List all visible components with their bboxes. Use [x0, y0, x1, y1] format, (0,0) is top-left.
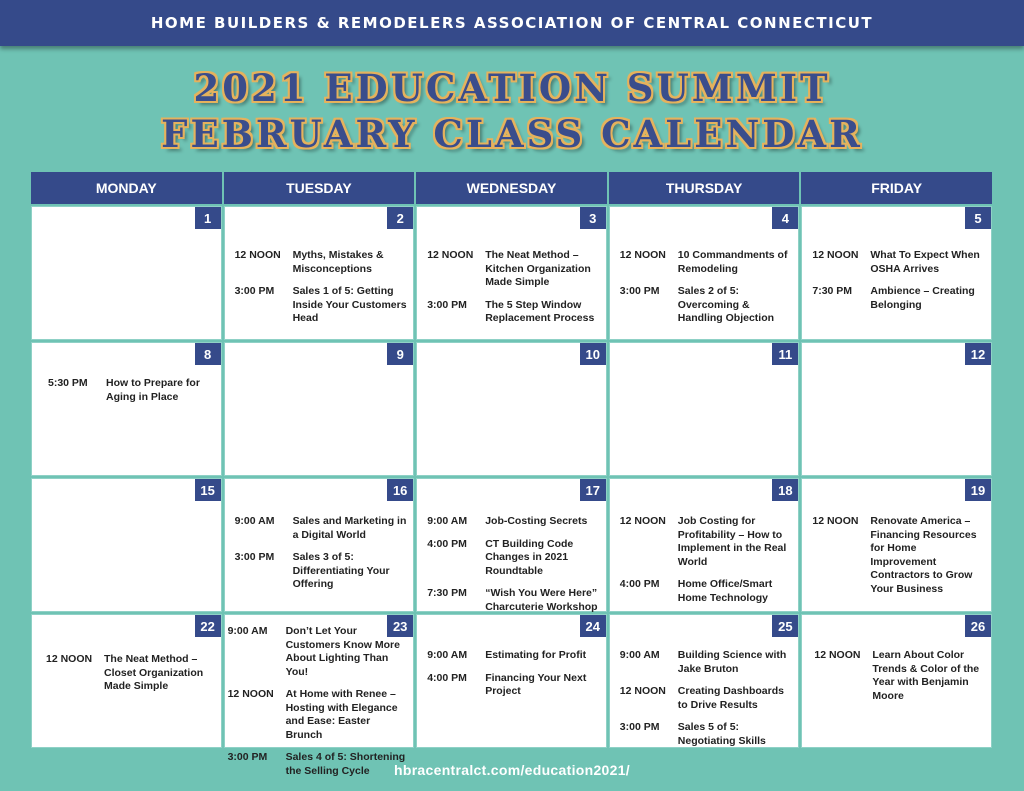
event-title: Sales 2 of 5: Overcoming & Handling Objection — [677, 285, 775, 324]
event-time: 12 NOON — [427, 249, 474, 261]
event-time: 3:00 PM — [227, 751, 268, 763]
event-title: The Neat Method – Closet Organization Made Simple — [104, 653, 204, 692]
event-title: Myths, Mistakes & Misconceptions — [292, 249, 384, 275]
event-title: Renovate America – Financing Resources for Home Improvement Contractors to Grow Your Business — [870, 515, 977, 595]
class-event — [48, 377, 215, 404]
event-time: 9:00 AM — [427, 649, 468, 661]
website-url[interactable]: hbracentralct.com/education2021/ — [393, 762, 630, 778]
day-cell — [31, 206, 222, 340]
class-event — [812, 515, 985, 596]
event-time: 7:30 PM — [427, 587, 467, 599]
class-event — [812, 249, 985, 276]
day-number: 17 — [580, 479, 606, 501]
class-event — [427, 299, 600, 326]
header-friday: FRIDAY — [801, 172, 992, 204]
day-number: 16 — [387, 479, 413, 501]
event-title: At Home with Renee – Hosting with Elegance and Ease: Easter Brunch — [285, 688, 398, 741]
class-event — [620, 249, 793, 276]
header-thursday: THURSDAY — [609, 172, 800, 204]
day-cell — [609, 478, 800, 612]
day-cell — [224, 342, 415, 476]
event-time: 12 NOON — [619, 515, 666, 527]
title-line-1: 2021 EDUCATION SUMMIT — [193, 66, 831, 110]
event-title: The Neat Method – Kitchen Organization Made Simple — [485, 249, 591, 288]
class-event — [427, 515, 600, 529]
class-event — [620, 685, 793, 712]
event-title: Don’t Let Your Customers Know More About Lighting Than You! — [285, 625, 400, 678]
event-title: CT Building Code Changes in 2021 Roundtable — [485, 537, 574, 577]
day-cell — [801, 206, 992, 340]
event-time: 4:00 PM — [619, 578, 660, 590]
event-title: What To Expect When OSHA Arrives — [870, 249, 980, 275]
class-event — [620, 285, 793, 326]
day-number: 2 — [387, 207, 413, 229]
class-event — [814, 649, 985, 703]
day-events — [814, 649, 985, 712]
event-time: 3:00 PM — [619, 285, 660, 297]
class-event — [620, 649, 793, 676]
event-time: 4:00 PM — [427, 671, 467, 684]
event-time: 9:00 AM — [234, 515, 275, 527]
event-time: 12 NOON — [227, 688, 274, 700]
day-cell — [801, 342, 992, 476]
class-event — [235, 249, 408, 276]
day-cell — [609, 614, 800, 748]
event-title: Sales and Marketing in a Digital World — [292, 515, 407, 541]
event-title: Building Science with Jake Bruton — [677, 649, 787, 675]
day-number: 23 — [387, 615, 413, 637]
event-time: 4:00 PM — [427, 537, 467, 550]
day-number: 3 — [580, 207, 606, 229]
event-title: How to Prepare for Aging in Place — [106, 377, 200, 403]
title-line-2: FEBRUARY CLASS CALENDAR — [161, 112, 863, 156]
day-number: 19 — [965, 479, 991, 501]
class-event — [427, 649, 600, 663]
event-title: “Wish You Were Here” Charcuterie Workshop — [485, 587, 598, 613]
header-wednesday: WEDNESDAY — [416, 172, 607, 204]
day-number: 11 — [772, 343, 798, 365]
event-time: 12 NOON — [619, 685, 666, 697]
event-time: 9:00 AM — [619, 649, 660, 661]
day-number: 24 — [580, 615, 606, 637]
event-title: Job Costing for Profitability – How to Implement in the Real World — [677, 515, 787, 568]
event-title: Home Office/Smart Home Technology — [677, 578, 773, 604]
day-cell — [416, 478, 607, 612]
event-time: 3:00 PM — [234, 551, 275, 563]
class-event — [427, 538, 600, 579]
day-events — [46, 653, 215, 703]
day-events — [427, 649, 600, 708]
event-time: 5:30 PM — [48, 377, 88, 389]
class-event — [427, 672, 600, 699]
calendar-week — [31, 478, 992, 612]
day-cell — [224, 614, 415, 777]
event-time: 3:00 PM — [234, 285, 275, 297]
day-cell — [609, 206, 800, 340]
event-time: 9:00 AM — [427, 515, 468, 527]
day-cell — [31, 614, 222, 748]
class-event — [235, 285, 408, 326]
day-cell — [609, 342, 800, 476]
calendar-week — [31, 206, 992, 340]
day-number: 12 — [965, 343, 991, 365]
event-time: 12 NOON — [619, 249, 666, 261]
class-event — [228, 625, 408, 679]
event-title: Sales 5 of 5: Negotiating Skills — [677, 721, 766, 747]
association-banner: HOME BUILDERS & REMODELERS ASSOCIATION OF CENTRAL CONNECTICUT — [0, 0, 1024, 46]
day-cell — [801, 478, 992, 612]
class-event — [46, 653, 215, 694]
calendar-week — [31, 342, 992, 476]
day-number: 4 — [772, 207, 798, 229]
event-time: 7:30 PM — [812, 285, 853, 297]
event-title: Estimating for Profit — [485, 649, 587, 661]
day-events — [620, 249, 793, 335]
event-time: 12 NOON — [814, 649, 861, 661]
day-events — [235, 515, 408, 601]
day-number: 15 — [195, 479, 221, 501]
day-cell — [801, 614, 992, 748]
day-cell — [224, 478, 415, 612]
day-cell — [31, 478, 222, 612]
event-time: 12 NOON — [812, 249, 859, 261]
class-event — [812, 285, 985, 312]
day-number: 1 — [195, 207, 221, 229]
day-number: 26 — [965, 615, 991, 637]
header-tuesday: TUESDAY — [224, 172, 415, 204]
day-number: 10 — [580, 343, 606, 365]
class-event — [235, 551, 408, 592]
day-number: 25 — [772, 615, 798, 637]
header-monday: MONDAY — [31, 172, 222, 204]
class-event — [620, 515, 793, 569]
day-events — [427, 249, 600, 335]
event-title: Sales 4 of 5: Shortening the Selling Cycle — [285, 751, 406, 777]
class-event — [620, 578, 793, 605]
event-time: 3:00 PM — [427, 298, 467, 311]
event-title: 10 Commandments of Remodeling — [677, 249, 788, 275]
day-number: 9 — [387, 343, 413, 365]
event-title: The 5 Step Window Replacement Process — [485, 298, 595, 324]
class-event — [235, 515, 408, 542]
event-time: 9:00 AM — [227, 625, 268, 637]
day-events — [620, 515, 793, 614]
day-cell — [416, 206, 607, 340]
event-title: Creating Dashboards to Drive Results — [677, 685, 784, 711]
day-number: 18 — [772, 479, 798, 501]
day-cell — [416, 614, 607, 748]
day-events — [812, 515, 985, 605]
day-events — [427, 515, 600, 623]
class-event — [427, 249, 600, 290]
day-cell — [31, 342, 222, 476]
class-event — [427, 587, 600, 614]
event-title: Job-Costing Secrets — [485, 515, 588, 527]
day-events — [620, 649, 793, 757]
weekday-header — [31, 172, 992, 204]
day-cell — [224, 206, 415, 340]
day-events — [48, 377, 215, 413]
event-title: Ambience – Creating Belonging — [870, 285, 975, 311]
day-number: 8 — [195, 343, 221, 365]
day-events — [235, 249, 408, 335]
class-event — [620, 721, 793, 748]
day-number: 5 — [965, 207, 991, 229]
event-title: Learn About Color Trends & Color of the Year with Benjamin Moore — [872, 649, 980, 702]
event-time: 3:00 PM — [619, 721, 660, 733]
day-events — [812, 249, 985, 321]
event-time: 12 NOON — [234, 249, 281, 261]
day-cell — [416, 342, 607, 476]
day-number: 22 — [195, 615, 221, 637]
event-title: Sales 1 of 5: Getting Inside Your Customers Head — [292, 285, 407, 324]
event-time: 12 NOON — [46, 653, 93, 665]
event-title: Financing Your Next Project — [485, 671, 587, 697]
class-event — [228, 688, 408, 742]
event-time: 12 NOON — [812, 515, 859, 527]
event-title: Sales 3 of 5: Differentiating Your Offering — [292, 551, 390, 590]
